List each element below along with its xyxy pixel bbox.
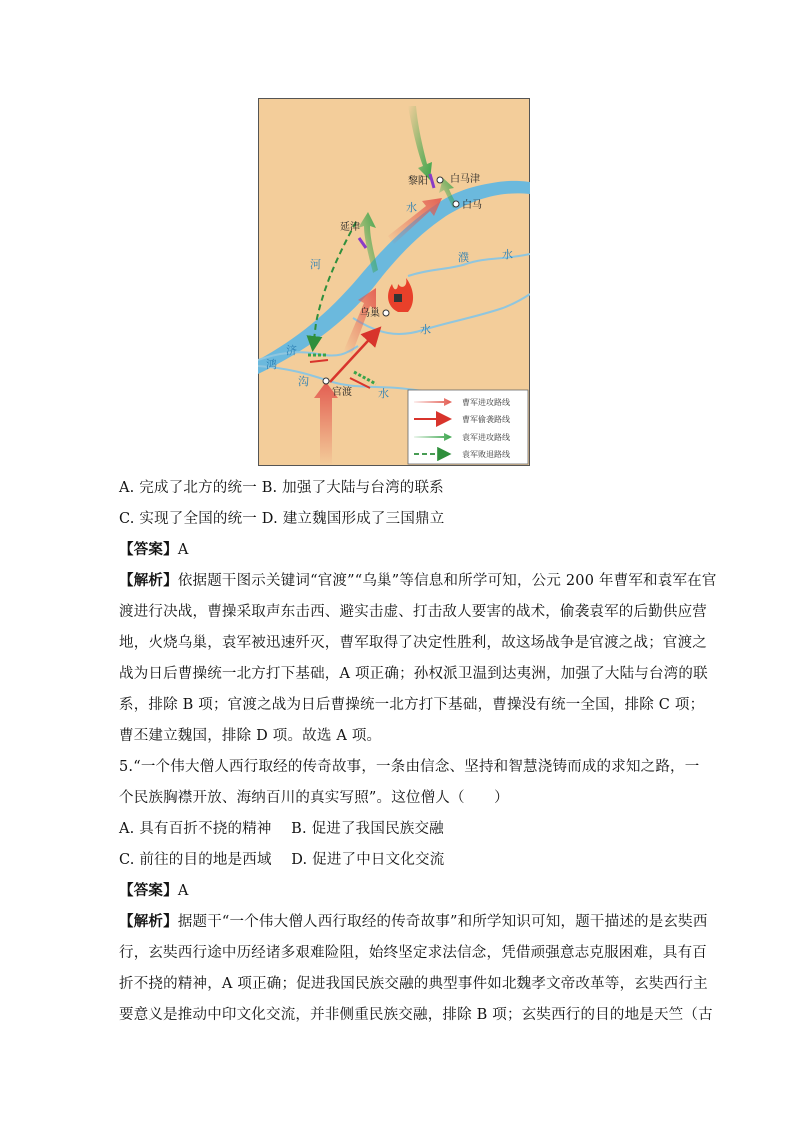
river-label-ji: 济: [286, 344, 297, 357]
analysis-text: 依据题干图示关键词“官渡”“乌巢”等信息和所学可知，公元 200 年曹军和袁军在官: [177, 573, 717, 589]
answer-label: 【答案】: [119, 541, 178, 558]
legend-label-yuan-attack: 袁军进攻路线: [462, 433, 510, 442]
q5-analysis-line-3: 折不挠的精神，A 项正确；促进我国民族交融的典型事件如北魏孝文帝改革等，玄奘西行主: [119, 976, 708, 992]
river-label-shui-upper: 水: [406, 201, 417, 214]
river-label-he: 河: [310, 258, 321, 271]
place-liyang: 黎阳: [408, 176, 428, 187]
q5-analysis-line-1: [119, 912, 708, 932]
baima-marker: [453, 201, 459, 207]
q4-analysis-line-6: 曹丕建立魏国，排除 D 项。故选 A 项。: [119, 728, 382, 744]
river-label-gou: 沟: [298, 375, 309, 388]
liyang-marker: [437, 177, 443, 183]
place-baima: 白马: [462, 200, 482, 211]
q5-options-cd: C. 前往的目的地是西域 D. 促进了中日文化交流: [119, 852, 445, 868]
river-label-shui-lower: 水: [378, 387, 389, 400]
q4-analysis-line-3: 地，火烧乌巢，袁军被迅速歼灭，曹军取得了决定性胜利，故这场战争是官渡之战；官渡之: [119, 635, 707, 651]
answer-value: A: [177, 542, 189, 558]
analysis-label: 【解析】: [119, 913, 178, 930]
answer-label: 【答案】: [119, 882, 178, 899]
wuchao-marker: [383, 310, 389, 316]
q4-analysis-line-1: [119, 571, 717, 591]
q5-options-ab: A. 具有百折不挠的精神 B. 促进了我国民族交融: [119, 821, 444, 837]
q5-stem-line-2: 个民族胸襟开放、海纳百川的真实写照”。这位僧人（ ）: [119, 790, 509, 806]
map-legend: [408, 390, 528, 464]
analysis-text: 据题干“一个伟大僧人西行取经的传奇故事”和所学知识可知，题干描述的是玄奘西: [177, 914, 708, 930]
analysis-label: 【解析】: [119, 572, 178, 589]
q4-options-ab: A. 完成了北方的统一 B. 加强了大陆与台湾的联系: [119, 480, 444, 496]
answer-value: A: [177, 883, 189, 899]
q5-analysis-line-4: 要意义是推动中印文化交流，并非侧重民族交融，排除 B 项；玄奘西行的目的地是天竺（古: [119, 1007, 713, 1023]
river-label-pu-shui: 水: [502, 248, 513, 261]
place-baimajin: 白马津: [450, 174, 480, 185]
q5-answer: [119, 881, 188, 901]
q4-answer: [119, 540, 188, 560]
q4-analysis-line-4: 战为日后曹操统一北方打下基础，A 项正确；孙权派卫温到达夷洲，加强了大陆与台湾的联: [119, 666, 708, 682]
river-label-pu: 濮: [458, 251, 469, 264]
guandu-marker: [323, 378, 329, 384]
q5-stem-line-1: 5.“一个伟大僧人西行取经的传奇故事，一条由信念、坚持和智慧浇铸而成的求知之路，一: [119, 759, 700, 775]
legend-label-cao-raid: 曹军偷袭路线: [462, 415, 510, 424]
place-yanjin: 延津: [340, 222, 360, 233]
q4-analysis-line-5: 系，排除 B 项；官渡之战为日后曹操统一北方打下基础，曹操没有统一全国，排除 C 项；: [119, 697, 705, 713]
river-label-hong: 鸿: [266, 358, 277, 371]
legend-label-yuan-retreat: 袁军败退路线: [462, 450, 510, 459]
q5-analysis-line-2: 行，玄奘西行途中历经诸多艰难险阻，始终坚定求法信念，凭借顽强意志克服困难，具有百: [119, 945, 707, 961]
place-guandu: 官渡: [332, 387, 352, 398]
q4-analysis-line-2: 渡进行决战，曹操采取声东击西、避实击虚、打击敌人要害的战术，偷袭袁军的后勤供应营: [119, 604, 707, 620]
q4-options-cd: C. 实现了全国的统一 D. 建立魏国形成了三国鼎立: [119, 511, 445, 527]
guandu-battle-map: [258, 98, 530, 466]
place-wuchao: 乌巢: [360, 308, 380, 319]
legend-label-cao-attack: 曹军进攻路线: [462, 398, 510, 407]
river-label-shui-mid: 水: [420, 323, 431, 336]
